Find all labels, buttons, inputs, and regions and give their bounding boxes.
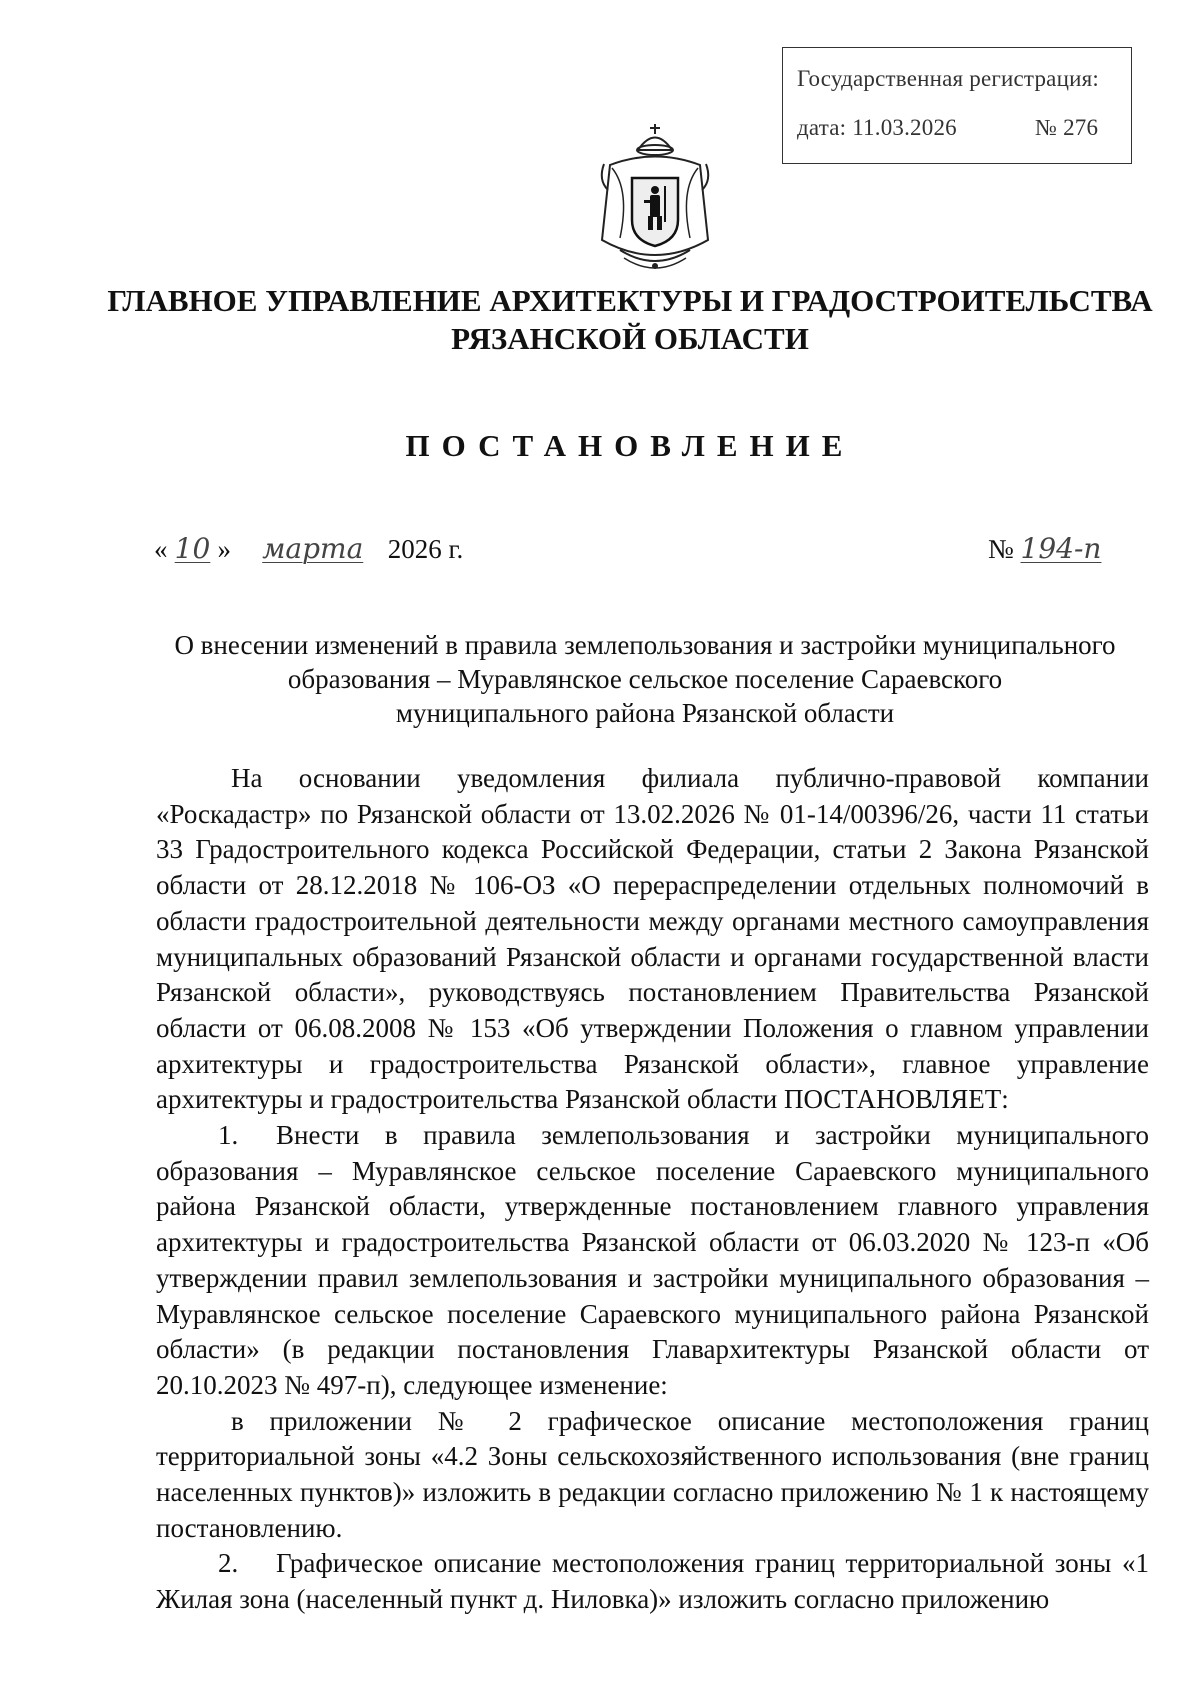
- document-subject: [150, 628, 1140, 730]
- item-1-text: Внести в правила землепользования и застройки муниципального образования – Муравлянское сельское поселение Сараевского муниципального района Рязанской области, утвержденные постановлением главного управления архитектуры и градостроительства Рязанской области от 06.03.2020 № 123-п «Об утверждении правил землепользования и застройки муниципального образования – Муравлянское сельское поселение Сараевского муниципального района Рязанской области» (в редакции постановления Главархитектуры Рязанской области от 20.10.2023 № 497-п), следующее изменение:: [156, 1120, 1149, 1400]
- date-month-handwritten: марта: [262, 532, 364, 565]
- date-year: 2026 г.: [387, 534, 464, 564]
- registration-title: Государственная регистрация:: [797, 66, 1099, 91]
- subject-line-1: О внесении изменений в правила землепользования и застройки муниципального: [174, 630, 1116, 660]
- document-date: [154, 532, 463, 565]
- document-body: [156, 761, 1149, 1618]
- organization-line-1: ГЛАВНОЕ УПРАВЛЕНИЕ АРХИТЕКТУРЫ И ГРАДОСТРОИТЕЛЬСТВА: [107, 283, 1153, 318]
- item-1-number: 1.: [218, 1120, 239, 1151]
- preamble-paragraph: На основании уведомления филиала публично-правовой компании «Роскадастр» по Рязанской области от 13.02.2026 № 01-14/00396/26, части 11 статьи 33 Градостроительного кодекса Российской Федерации, статьи 2 Закона Рязанской области от 28.12.2018 № 106-ОЗ «О перераспределении отдельных полномочий в области градостроительной деятельности между органами местного самоуправления муниципальных образований Рязанской области и органами государственной власти Рязанской области», руководствуясь постановлением Правительства Рязанской области от 06.08.2008 № 153 «Об утверждении Положения о главном управлении архитектуры и градостроительства Рязанской области», главное управление архитектуры и градостроительства Рязанской области ПОСТАНОВЛЯЕТ:: [156, 763, 1149, 1115]
- number-value-handwritten: 194-п: [1020, 532, 1102, 565]
- subject-line-2: образования – Муравлянское сельское поселение Сараевского: [287, 664, 1003, 694]
- date-close-quote: »: [217, 534, 231, 564]
- organization-name: [100, 282, 1160, 358]
- date-day-handwritten: 10: [174, 532, 211, 565]
- document-type: ПОСТАНОВЛЕНИЕ: [405, 428, 855, 463]
- item-2-text: Графическое описание местоположения границ территориальной зоны «1 Жилая зона (населенный пункт д. Ниловка)» изложить согласно приложению: [156, 1548, 1149, 1615]
- item-2-paragraph: [156, 1546, 1149, 1617]
- item-1-subparagraph: в приложении № 2 графическое описание местоположения границ территориальной зоны «4.2 Зоны сельскохозяйственного использования (вне границ населенных пунктов)» изложить в редакции согласно приложению № 1 к настоящему постановлению.: [156, 1405, 1149, 1543]
- organization-line-2: РЯЗАНСКОЙ ОБЛАСТИ: [451, 321, 809, 356]
- number-prefix: №: [988, 534, 1014, 564]
- registration-number: № 276: [1035, 115, 1099, 140]
- subject-line-3: муниципального района Рязанской области: [395, 698, 895, 728]
- date-open-quote: «: [154, 534, 168, 564]
- registration-stamp: [782, 47, 1132, 164]
- item-2-number: 2.: [218, 1548, 239, 1579]
- item-1-paragraph: [156, 1118, 1149, 1404]
- registration-date: дата: 11.03.2026: [797, 115, 957, 140]
- ryazan-coat-of-arms-icon: [590, 120, 720, 280]
- document-number: [988, 532, 1131, 565]
